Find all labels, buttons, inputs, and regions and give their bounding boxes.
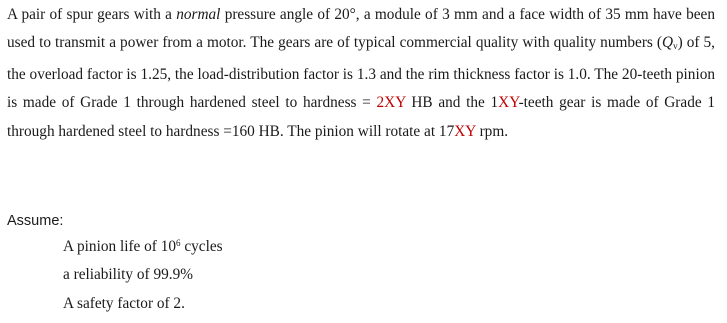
assumption-reliability: a reliability of 99.9% [63,266,193,284]
problem-line1-a: A pair of spur gears with a [7,6,177,23]
quality-subscript: v [673,41,678,52]
problem-line5-b: HB and the [405,94,491,112]
pinion-hardness-variable: 2XY [376,94,406,112]
problem-line5-d: -teeth gear is made of Grade 1 through hardened steel to hardness [7,94,715,140]
speed-prefix: 17 [438,122,455,140]
gear-teeth-prefix: 1 [490,94,499,112]
problem-line3-b: ) of 5, the overload factor is 1.25, the load-distribution factor is 1.3 and the [7,34,715,83]
problem-statement [7,1,715,146]
assumption-safety-factor: A safety factor of 2. [63,294,185,312]
problem-line5-a: hardness = [302,94,377,112]
assumption-pinion-life-a: A pinion life of 10 [63,238,177,255]
problem-line4: rim thickness factor is 1.0. The 20-teeth pinion is made of Grade 1 through hardened steel to [7,65,715,112]
problem-line1-b: pressure angle of 20°, a module of 3 mm and a face width of 35 [220,6,621,23]
assumption-list [63,229,223,318]
assumption-pinion-life-b: cycles [180,238,223,255]
problem-line3-a: with quality numbers ( [522,34,663,52]
assume-label: Assume: [7,213,64,229]
problem-line2: mm have been used to transmit a power from a motor. The gears are of typical commercial quality [7,6,715,52]
problem-line6-a: =160 HB. The pinion will rotate at [223,122,439,140]
speed-variable: XY [454,122,476,140]
gear-teeth-variable: XY [498,94,519,112]
cycles-exponent: 6 [176,238,181,248]
problem-line1-italic: normal [176,6,221,23]
problem-line6-b: rpm. [475,122,509,140]
assumption-pinion-life [63,229,223,261]
quality-symbol: Q [662,34,674,52]
